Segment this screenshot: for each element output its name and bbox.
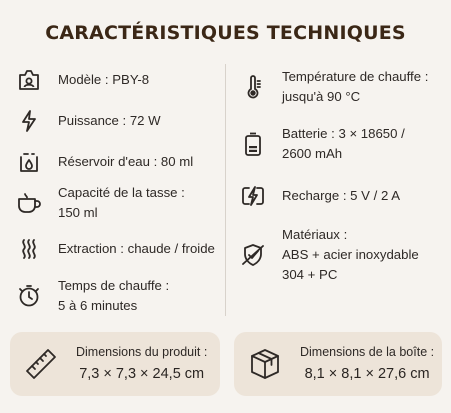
spec-materials-line2: ABS + acier inoxydable	[282, 247, 419, 262]
charging-icon	[236, 179, 270, 213]
spec-power	[12, 104, 161, 138]
spec-extraction-line: Extraction : chaude / froide	[58, 241, 215, 256]
spec-heating-time	[12, 276, 169, 316]
cup-icon	[12, 186, 46, 220]
spec-battery-line1: Batterie : 3 × 18650 /	[282, 126, 405, 141]
thermometer-icon	[236, 70, 270, 104]
spec-temperature-line2: jusqu'à 90 °C	[282, 89, 361, 104]
id-badge-icon	[12, 63, 46, 97]
spec-temperature	[236, 67, 428, 107]
spec-water-tank	[12, 145, 193, 179]
spec-materials-line1: Matériaux :	[282, 227, 348, 242]
page-title: CARACTÉRISTIQUES TECHNIQUES	[45, 22, 406, 44]
stopwatch-icon	[12, 279, 46, 313]
spec-temperature-line1: Température de chauffe :	[282, 69, 429, 84]
battery-icon	[236, 127, 270, 161]
spec-charging-line: Recharge : 5 V / 2 A	[282, 188, 401, 203]
box-dimensions-label: Dimensions de la boîte :	[300, 345, 435, 359]
package-icon	[244, 343, 286, 385]
ruler-icon	[20, 343, 62, 385]
spec-cup-capacity-line2: 150 ml	[58, 205, 98, 220]
box-dimensions-value: 8,1 × 8,1 × 27,6 cm	[304, 366, 430, 382]
spec-charging	[236, 179, 400, 213]
spec-cup-capacity-line1: Capacité de la tasse :	[58, 185, 185, 200]
spec-battery-line2: 2600 mAh	[282, 146, 343, 161]
spec-materials	[236, 225, 419, 285]
product-dimensions-box	[10, 332, 220, 396]
product-dimensions-label: Dimensions du produit :	[76, 345, 208, 359]
lightning-bolt-icon	[12, 104, 46, 138]
spec-model	[12, 63, 149, 97]
spec-extraction	[12, 232, 215, 266]
water-tank-icon	[12, 145, 46, 179]
steam-icon	[12, 232, 46, 266]
spec-model-line: Modèle : PBY-8	[58, 72, 150, 87]
column-divider	[225, 64, 226, 316]
spec-power-line: Puissance : 72 W	[58, 113, 161, 128]
product-dimensions-value: 7,3 × 7,3 × 24,5 cm	[79, 366, 205, 382]
shield-check-icon	[236, 238, 270, 272]
spec-heating-time-line2: 5 à 6 minutes	[58, 298, 138, 313]
spec-water-tank-line: Réservoir d'eau : 80 ml	[58, 154, 194, 169]
box-dimensions-box	[234, 332, 442, 396]
spec-cup-capacity	[12, 183, 185, 223]
spec-materials-line3: 304 + PC	[282, 267, 338, 282]
spec-heating-time-line1: Temps de chauffe :	[58, 278, 170, 293]
spec-battery	[236, 124, 405, 164]
